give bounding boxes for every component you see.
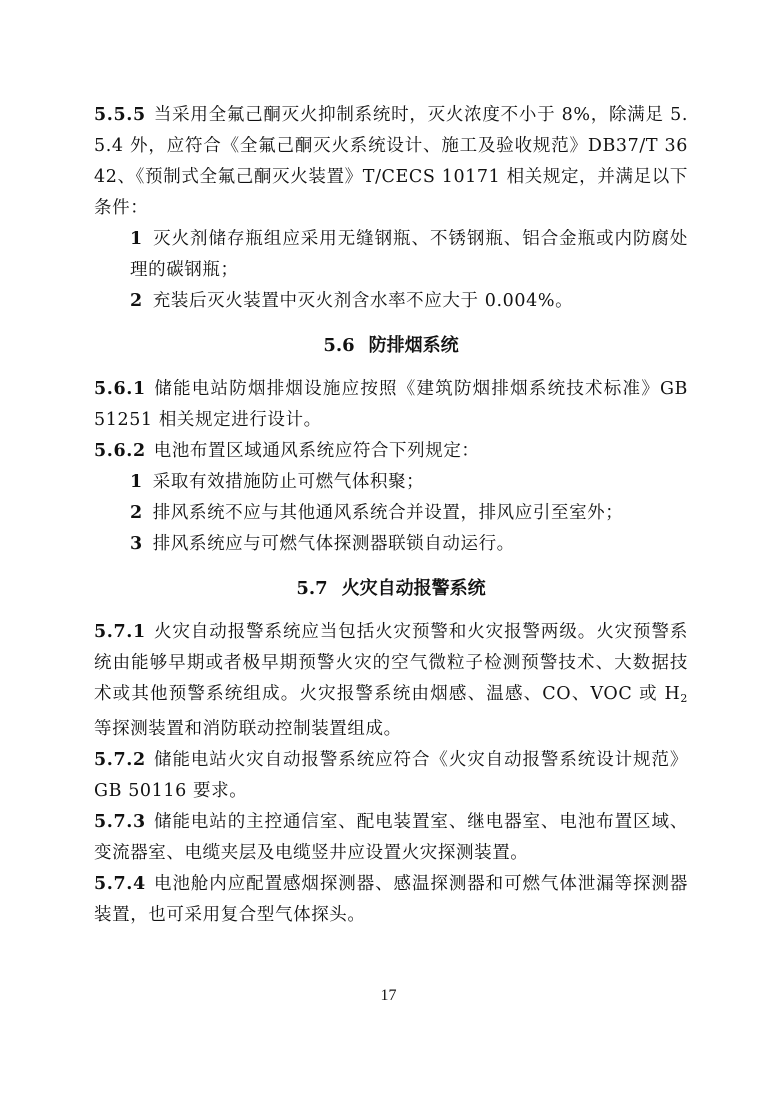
- item-text: 排风系统应与可燃气体探测器联锁自动运行。: [152, 534, 515, 554]
- list-item: [94, 224, 688, 286]
- clause-5-6-1: [94, 374, 688, 436]
- section-heading-5-6: [94, 330, 688, 361]
- section-number: 5.6: [323, 335, 355, 356]
- clause-text: 当采用全氟己酮灭火抑制系统时，灭火浓度不小于 8%，除满足 5.5.4 外，应符合《全氟己酮灭火系统设计、施工及验收规范》DB37/T 3642、《预制式全氟己酮灭火装置》T/CECS 10171 相关规定，并满足以下条件：: [94, 105, 688, 218]
- list-item: [94, 529, 688, 560]
- section-heading-5-7: [94, 573, 688, 604]
- clause-text: 电池舱内应配置感烟探测器、感温探测器和可燃气体泄漏等探测器装置，也可采用复合型气体探头。: [94, 874, 688, 925]
- clause-5-7-3: [94, 807, 688, 869]
- section-number: 5.7: [296, 578, 328, 599]
- section-title: 火灾自动报警系统: [341, 578, 486, 599]
- clause-number: 5.7.1: [94, 622, 146, 642]
- item-number: 2: [130, 503, 143, 523]
- item-number: 3: [130, 534, 143, 554]
- clause-number: 5.5.5: [94, 105, 146, 125]
- item-text: 排风系统不应与其他通风系统合并设置，排风应引至室外；: [152, 503, 624, 523]
- clause-number: 5.6.2: [94, 441, 146, 461]
- section-title: 防排烟系统: [368, 335, 459, 356]
- clause-text: 火灾自动报警系统应当包括火灾预警和火灾报警两级。火灾预警系统由能够早期或者极早期预警火灾的空气微粒子检测预警技术、大数据技术或其他预警系统组成。火灾报警系统由烟感、温感、CO、VOC 或 H: [94, 622, 688, 704]
- clause-text: 储能电站火灾自动报警系统应符合《火灾自动报警系统设计规范》GB 50116 要求。: [94, 750, 688, 801]
- clause-text: 电池布置区域通风系统应符合下列规定：: [153, 441, 480, 461]
- list-item: [94, 498, 688, 529]
- list-item: [94, 286, 688, 317]
- item-number: 2: [130, 291, 143, 311]
- item-text: 采取有效措施防止可燃气体积聚；: [152, 472, 425, 492]
- clause-5-7-1: [94, 617, 688, 745]
- list-item: [94, 467, 688, 498]
- clause-text-continued: 等探测装置和消防联动控制装置组成。: [94, 719, 402, 739]
- item-text: 充装后灭火装置中灭火剂含水率不应大于 0.004%。: [152, 291, 574, 311]
- subscript: 2: [680, 692, 688, 705]
- clause-text: 储能电站的主控通信室、配电装置室、继电器室、电池布置区域、变流器室、电缆夹层及电缆竖井应设置火灾探测装置。: [94, 812, 688, 863]
- clause-5-6-2: [94, 436, 688, 467]
- item-number: 1: [130, 229, 143, 249]
- clause-number: 5.7.3: [94, 812, 146, 832]
- clause-number: 5.7.2: [94, 750, 146, 770]
- clause-5-5-5: [94, 100, 688, 224]
- clause-number: 5.6.1: [94, 379, 146, 399]
- page-number: 17: [380, 987, 397, 1004]
- item-text: 灭火剂储存瓶组应采用无缝钢瓶、不锈钢瓶、铝合金瓶或内防腐处理的碳钢瓶；: [130, 229, 688, 280]
- document-body: [94, 100, 688, 931]
- clause-5-7-4: [94, 869, 688, 931]
- clause-5-7-2: [94, 745, 688, 807]
- clause-number: 5.7.4: [94, 874, 146, 894]
- clause-text: 储能电站防烟排烟设施应按照《建筑防烟排烟系统技术标准》GB 51251 相关规定进行设计。: [94, 379, 688, 430]
- item-number: 1: [130, 472, 143, 492]
